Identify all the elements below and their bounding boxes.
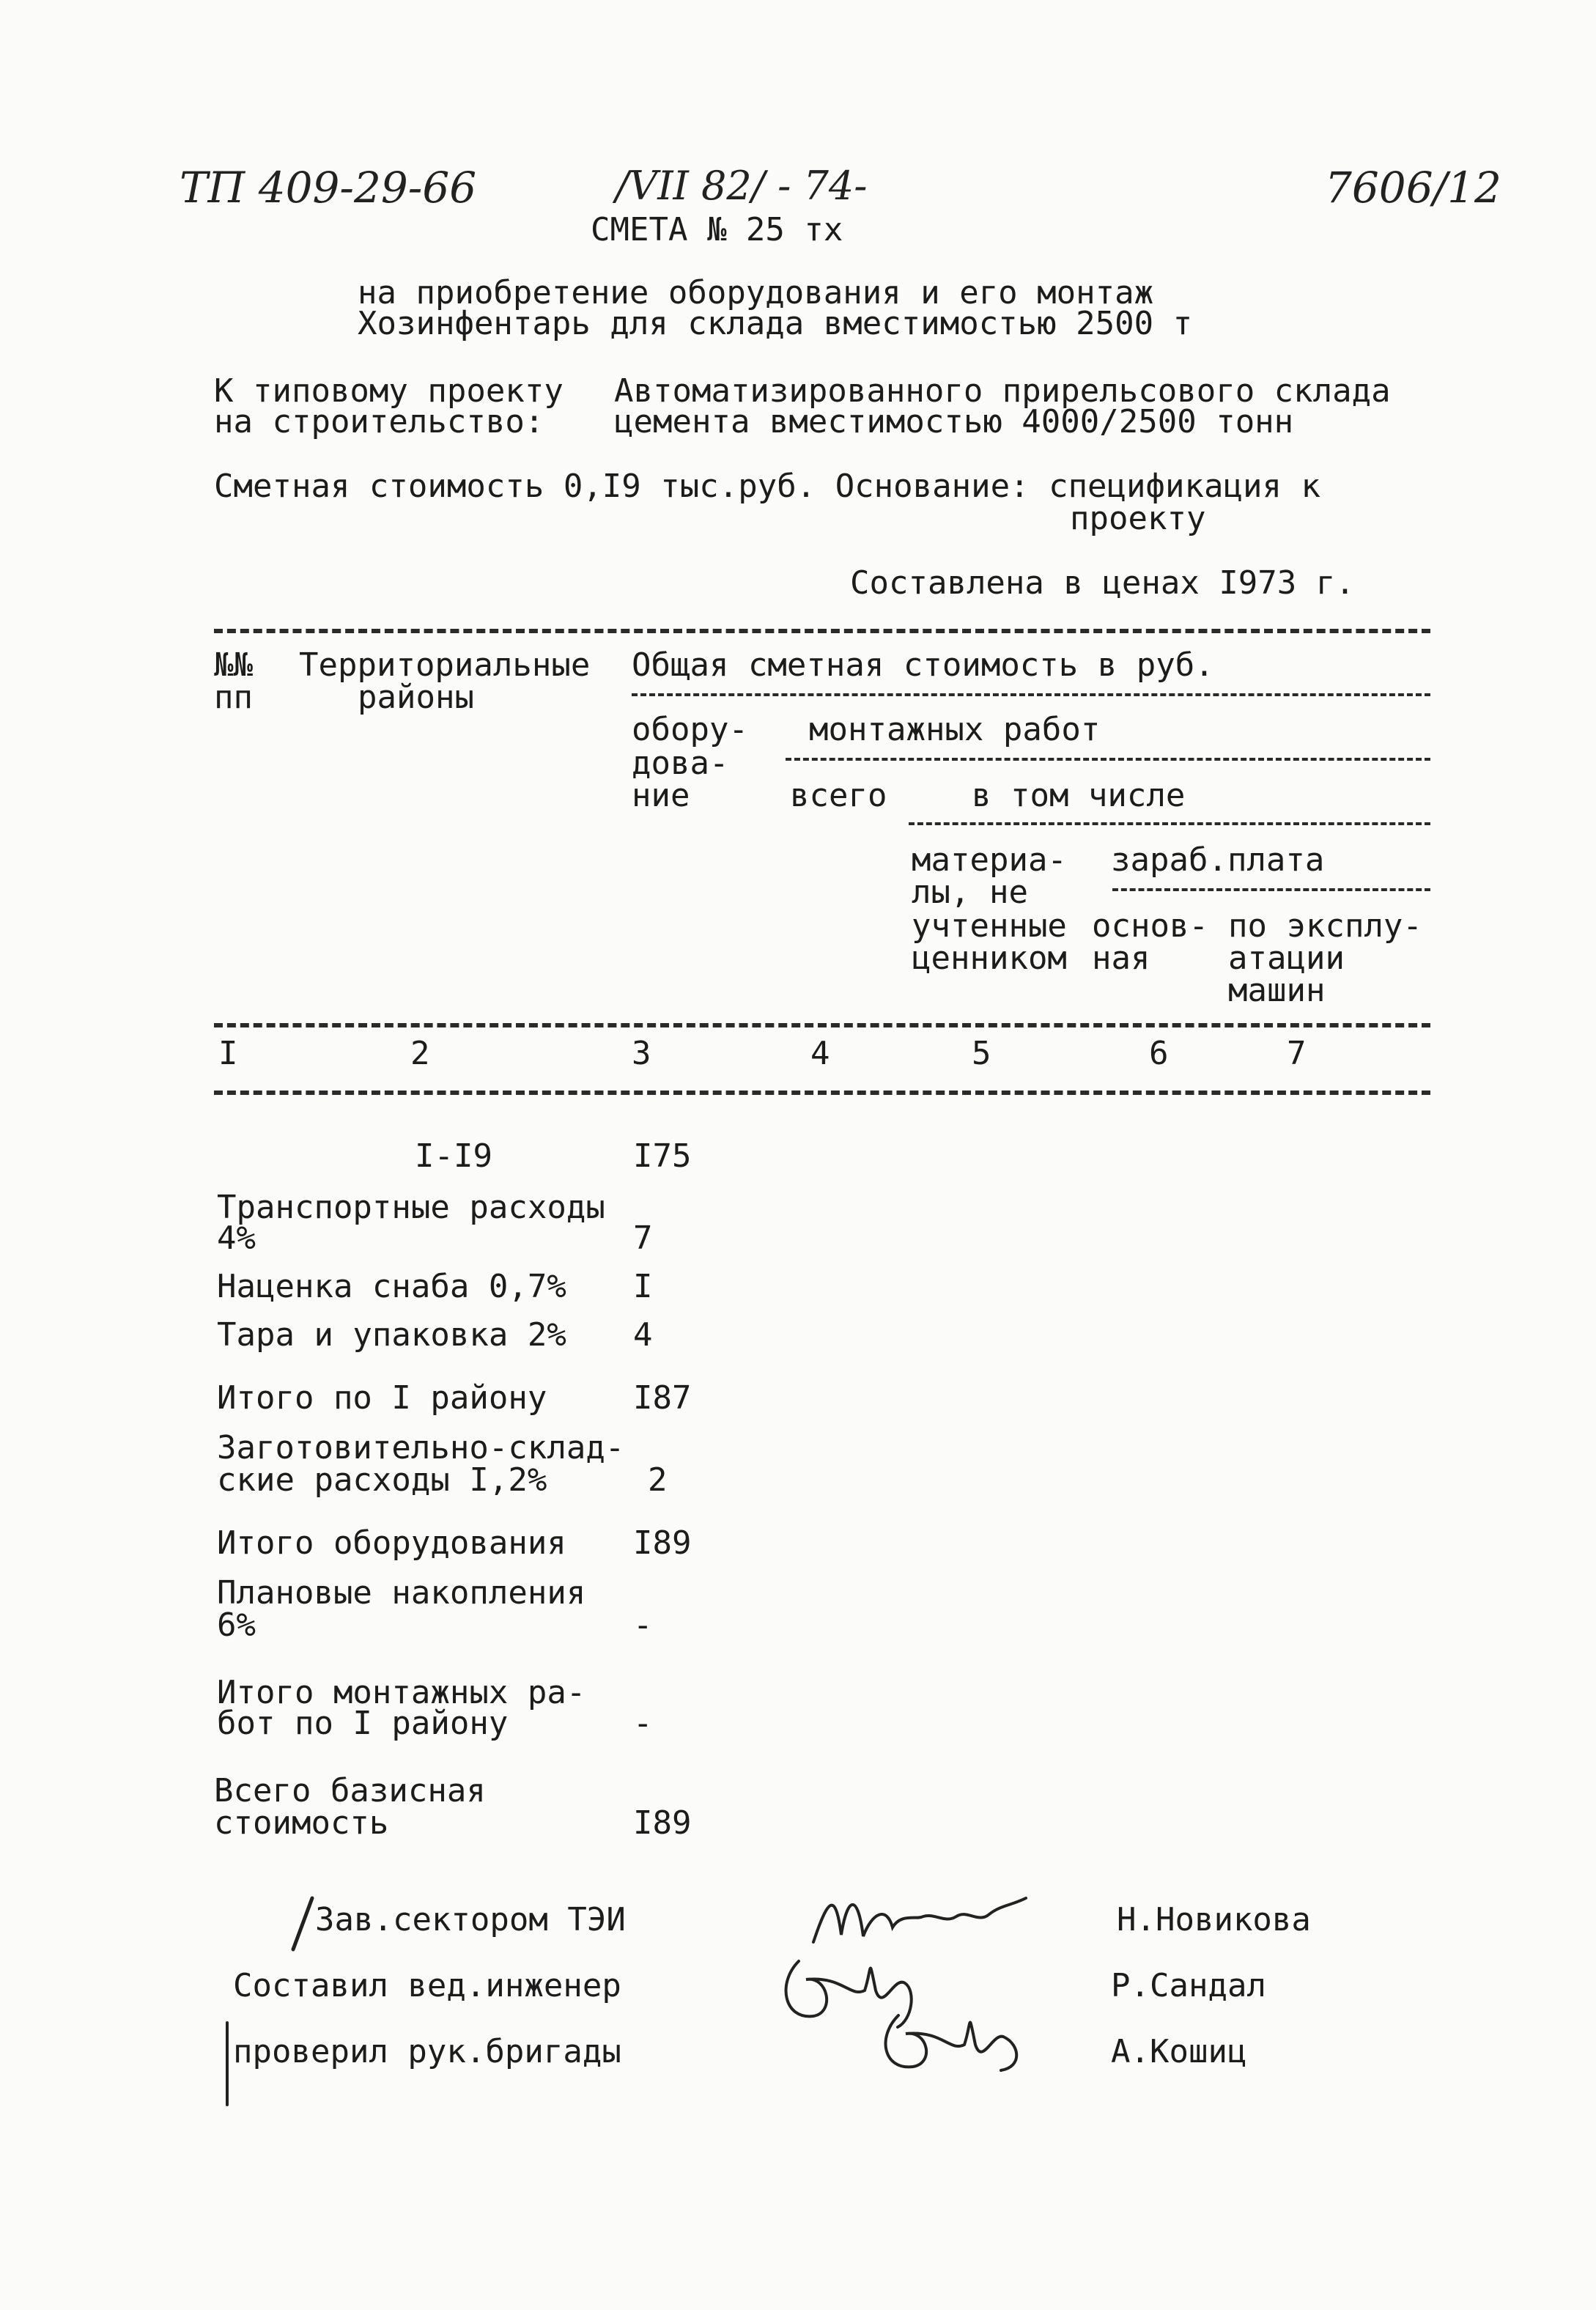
including-header: в том числе (972, 777, 1186, 814)
machine-header-3: машин (1228, 972, 1326, 1009)
document-title: СМЕТА № 25 тх (591, 211, 843, 248)
subtitle-line-2: Хозинфентарь для склада вместимостью 2500 т (358, 305, 1193, 342)
transport-value: 7 (633, 1219, 653, 1257)
col-num-7: 7 (1287, 1035, 1307, 1072)
markup-value: I (633, 1268, 653, 1305)
rule-below-col-numbers (214, 1091, 1430, 1095)
base-cost-value: I89 (633, 1804, 692, 1842)
row-range-value: I75 (633, 1137, 692, 1175)
planned-savings-value: - (633, 1606, 653, 1644)
storage-value: 2 (648, 1461, 668, 1499)
col-num-6: 6 (1149, 1035, 1169, 1072)
bracket-mark-top (287, 1895, 317, 1954)
cost-line-1: Сметная стоимость 0,I9 тыс.руб. Основание: спецификация к (214, 468, 1320, 505)
signature-novikova (806, 1883, 1041, 1957)
mounting-total-value: - (633, 1705, 653, 1742)
bracket-mark-bottom (220, 2020, 234, 2108)
col-num-5: 5 (972, 1035, 991, 1072)
base-cost-label-1: Всего базисная (214, 1772, 486, 1809)
project-label-2: на строительство: (214, 403, 544, 440)
machine-header-1: по эксплу- (1228, 907, 1422, 945)
storage-label-1: Заготовительно-склад- (217, 1429, 625, 1466)
packaging-label: Тара и упаковка 2% (217, 1316, 566, 1354)
wage-base-header-2: ная (1092, 940, 1150, 977)
role-engineer: Составил вед.инженер (233, 1967, 621, 2004)
name-sandal: Р.Сандал (1111, 1967, 1266, 2004)
rule-above-col-numbers (214, 1023, 1430, 1027)
materials-header-4: ценником (912, 940, 1067, 977)
prices-note: Составлена в ценах I973 г. (850, 564, 1355, 602)
planned-savings-label-1: Плановые накопления (217, 1574, 586, 1612)
col-num-2: 2 (410, 1035, 430, 1072)
total-cost-header: Общая сметная стоимость в руб. (632, 646, 1214, 684)
wage-base-header-1: основ- (1092, 907, 1208, 945)
col-number-header: №№ (214, 646, 253, 684)
subtitle-line-1: на приобретение оборудования и его монтаж (358, 274, 1154, 311)
markup-label: Наценка снаба 0,7% (217, 1268, 566, 1305)
role-sector-head: Зав.сектором ТЭИ (315, 1901, 626, 1938)
row-range-label: I-I9 (415, 1137, 492, 1175)
col-region-header-2: районы (358, 679, 474, 716)
region-total-label: Итого по I району (217, 1379, 547, 1417)
rule-under-wage (1112, 888, 1430, 891)
wage-header: зараб.плата (1111, 841, 1325, 879)
rule-under-including (909, 822, 1430, 825)
equipment-header-2: дова- (632, 745, 729, 782)
planned-savings-label-2: 6% (217, 1606, 256, 1644)
materials-header-3: учтенные (912, 907, 1067, 945)
table-top-rule (214, 629, 1430, 633)
packaging-value: 4 (633, 1316, 653, 1354)
project-label-1: К типовому проекту (214, 372, 564, 410)
materials-header-1: материа- (912, 841, 1067, 879)
transport-label-1: Транспортные расходы (217, 1189, 605, 1226)
right-code: 7606/12 (1325, 163, 1501, 213)
project-value-2: цемента вместимостью 4000/2500 тонн (614, 403, 1294, 440)
mounting-total-header: всего (790, 777, 887, 814)
mounting-total-label-1: Итого монтажных ра- (217, 1674, 586, 1711)
rule-under-mounting (786, 758, 1430, 761)
region-total-value: I87 (633, 1379, 692, 1417)
col-num-4: 4 (810, 1035, 830, 1072)
col-num-1: I (218, 1035, 238, 1072)
mounting-header: монтажных работ (809, 711, 1101, 748)
machine-header-2: атации (1228, 940, 1345, 977)
transport-label-2: 4% (217, 1219, 256, 1257)
rule-under-total (632, 693, 1430, 696)
cost-line-2: проекту (1070, 500, 1206, 537)
center-code: /VII 82/ - 74- (616, 163, 868, 209)
equipment-header-1: обору- (632, 711, 748, 748)
name-koshits: А.Кошиц (1111, 2033, 1247, 2070)
col-num-3: 3 (632, 1035, 651, 1072)
name-novikova: Н.Новикова (1117, 1901, 1311, 1938)
col-region-header: Территориальные (299, 646, 591, 684)
base-cost-label-2: стоимость (214, 1804, 389, 1842)
left-code: ТП 409-29-66 (180, 163, 477, 213)
storage-label-2: ские расходы I,2% (217, 1461, 547, 1499)
equipment-header-3: ние (632, 777, 690, 814)
project-value-1: Автоматизированного прирельсового склада (614, 372, 1391, 410)
materials-header-2: лы, не (912, 874, 1028, 911)
mounting-total-label-2: бот по I району (217, 1705, 509, 1742)
col-number-header-2: пп (214, 679, 253, 716)
equipment-total-value: I89 (633, 1524, 692, 1562)
role-brigade-lead: проверил рук.бригады (233, 2033, 621, 2070)
equipment-total-label: Итого оборудования (217, 1524, 566, 1562)
signature-koshits (876, 2001, 1038, 2089)
